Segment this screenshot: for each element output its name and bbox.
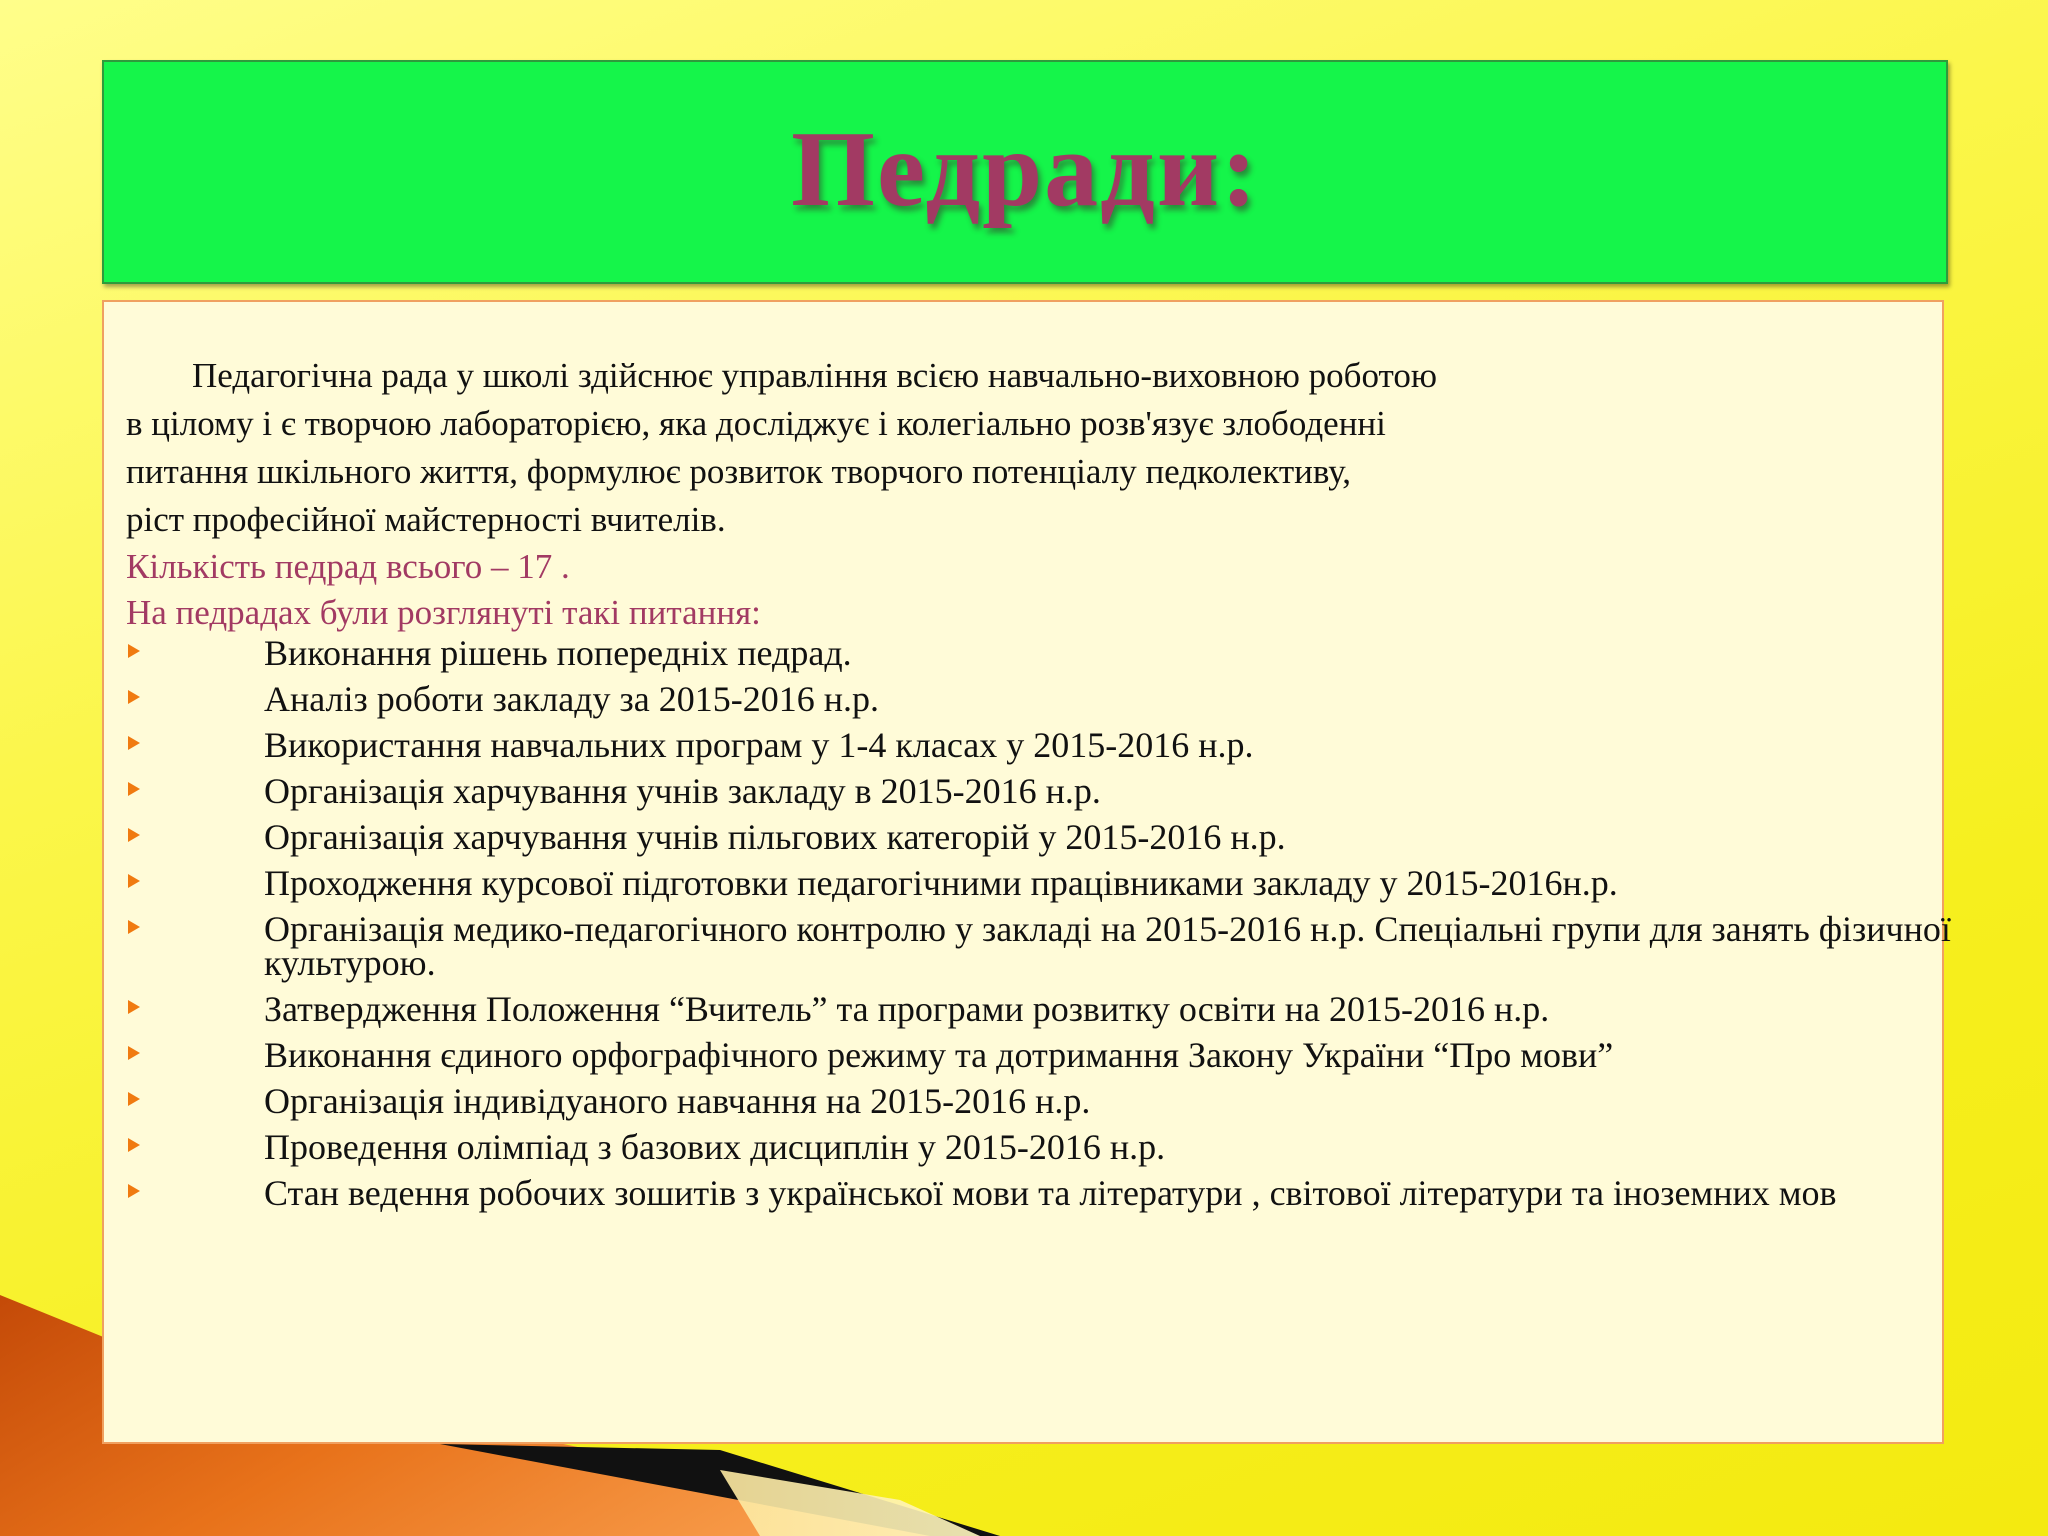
bullet-arrow-icon xyxy=(128,644,140,658)
light-swoosh xyxy=(720,1470,980,1536)
bullet-arrow-icon xyxy=(128,920,140,934)
list-item: Виконання єдиного орфографічного режиму та дотримання Закону України “Про мови” xyxy=(126,1038,1926,1072)
list-item: Проведення олімпіад з базових дисциплін у 2015-2016 н.р. xyxy=(126,1130,1926,1164)
list-item: Організація індивідуаного навчання на 2015-2016 н.р. xyxy=(126,1084,1926,1118)
list-item: Організація харчування учнів закладу в 2015-2016 н.р. xyxy=(126,774,1926,808)
intro-line: в цілому і є творчою лабораторією, яка досліджує і колегіально розв'язує злободенні xyxy=(126,404,1386,443)
bullet-arrow-icon xyxy=(128,828,140,842)
intro-line: Педагогічна рада у школі здійснює управління всією навчально-виховною роботою xyxy=(192,356,1437,395)
count-line: Кількість педрад всього – 17 . xyxy=(126,547,570,586)
list-item: Проходження курсової підготовки педагогічними працівниками закладу у 2015-2016н.р. xyxy=(126,866,1926,900)
intro-line: ріст професійної майстерності вчителів. xyxy=(126,500,726,539)
list-item: Організація харчування учнів пільгових категорій у 2015-2016 н.р. xyxy=(126,820,1926,854)
intro-line: питання шкільного життя, формулює розвиток творчого потенціалу педколективу, xyxy=(126,452,1351,491)
bullet-arrow-icon xyxy=(128,736,140,750)
list-item: Аналіз роботи закладу за 2015-2016 н.р. xyxy=(126,682,1926,716)
list-item: Виконання рішень попередніх педрад. xyxy=(126,636,1926,670)
bullet-arrow-icon xyxy=(128,1138,140,1152)
content-box xyxy=(102,300,1951,1444)
bullet-arrow-icon xyxy=(128,690,140,704)
list-item: Організація медико-педагогічного контролю у закладі на 2015-2016 н.р. Спеціальні групи для занять фізичної культурою. xyxy=(126,912,1926,980)
content-body xyxy=(126,352,1951,1222)
list-item: Затвердження Положення “Вчитель” та програми розвитку освіти на 2015-2016 н.р. xyxy=(126,992,1926,1026)
slide-title: Педради: xyxy=(790,110,1260,229)
bullet-arrow-icon xyxy=(128,874,140,888)
topics-list xyxy=(126,633,1951,1213)
bullet-arrow-icon xyxy=(128,1046,140,1060)
title-bar xyxy=(102,60,1948,284)
bullet-arrow-icon xyxy=(128,1092,140,1106)
bullet-arrow-icon xyxy=(128,1000,140,1014)
list-item: Стан ведення робочих зошитів з української мови та літератури , світової літератури та іноземних мов xyxy=(126,1176,1926,1210)
bullet-arrow-icon xyxy=(128,782,140,796)
list-item: Використання навчальних програм у 1-4 класах у 2015-2016 н.р. xyxy=(126,728,1926,762)
topics-heading: На педрадах були розглянуті такі питання: xyxy=(126,593,761,632)
bullet-arrow-icon xyxy=(128,1184,140,1198)
